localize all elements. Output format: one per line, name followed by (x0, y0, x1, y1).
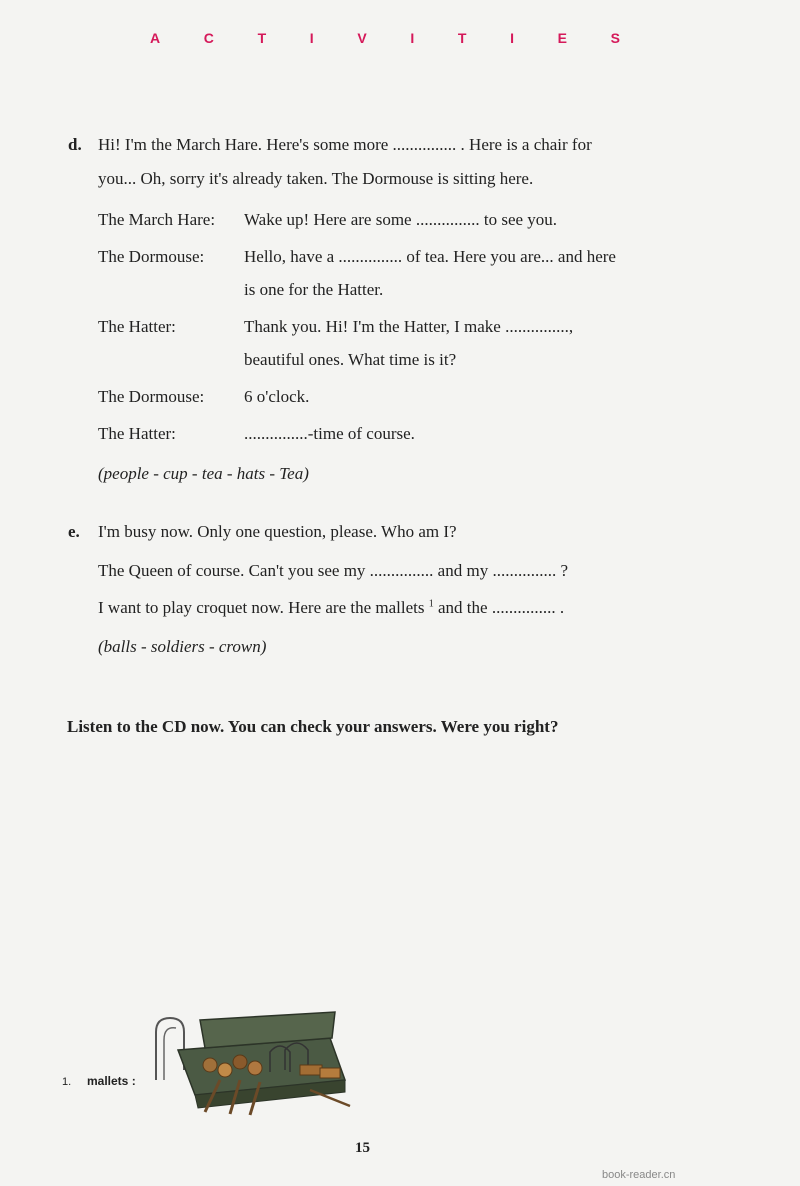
speaker-label: The March Hare: (98, 210, 216, 229)
ball-shape (203, 1058, 217, 1072)
ball-shape (248, 1061, 262, 1075)
section-e-marker: e. (68, 522, 80, 541)
word-bank-d: (people - cup - tea - hats - Tea) (98, 464, 309, 483)
header-letter: I (309, 30, 314, 46)
header-letter: C (203, 30, 214, 46)
dialogue-line: Thank you. Hi! I'm the Hatter, I make ..............., (244, 317, 574, 336)
section-e-line: I'm busy now. Only one question, please. Who am I? (98, 522, 457, 541)
speaker-label: The Hatter: (98, 317, 176, 336)
header-letter: T (257, 30, 267, 46)
speaker-label: The Hatter: (98, 424, 176, 443)
dialogue-line: Hello, have a ............... of tea. Here you are... and here (244, 247, 616, 266)
header-letter: S (610, 30, 620, 46)
header-letter: T (457, 30, 467, 46)
dialogue-line: is one for the Hatter. (244, 280, 384, 299)
listen-instruction: Listen to the CD now. You can check your answers. Were you right? (67, 717, 559, 736)
page-number: 15 (355, 1140, 370, 1156)
section-d-intro-line: you... Oh, sorry it's already taken. The Dormouse is sitting here. (98, 169, 534, 188)
dialogue-line: beautiful ones. What time is it? (244, 350, 457, 369)
speaker-label: The Dormouse: (98, 247, 205, 266)
dialogue-line: Wake up! Here are some ............... to see you. (244, 210, 558, 229)
watermark-text: book-reader.cn (602, 1169, 676, 1181)
speaker-label: The Dormouse: (98, 387, 205, 406)
hoop-shape (164, 1028, 176, 1080)
header-letter: I (510, 30, 514, 46)
header-letter: V (357, 30, 367, 46)
ball-shape (233, 1055, 247, 1069)
section-e-line (98, 597, 564, 619)
line-text: I want to play croquet now. Here are the mallets (98, 598, 425, 617)
footnote-number: 1. (62, 1076, 72, 1088)
header-letter: E (557, 30, 567, 46)
footnote-ref: 1 (428, 598, 434, 610)
header-letter: A (150, 30, 161, 46)
ball-shape (218, 1063, 232, 1077)
dialogue-line: 6 o'clock. (244, 387, 310, 406)
section-d-intro-line: Hi! I'm the March Hare. Here's some more ............... . Here is a chair for (98, 135, 592, 154)
mallet-head-shape (320, 1068, 340, 1078)
section-d-marker: d. (68, 135, 82, 154)
footnote-label: mallets : (87, 1074, 136, 1088)
croquet-set-illustration (150, 1010, 355, 1120)
header-letter: I (410, 30, 415, 46)
hoop-shape (156, 1018, 184, 1080)
dialogue-line: ...............-time of course. (244, 424, 415, 443)
word-bank-e: (balls - soldiers - crown) (98, 637, 267, 656)
mallet-head-shape (300, 1065, 322, 1075)
activities-header (150, 30, 620, 46)
section-e-line: The Queen of course. Can't you see my ............... and my ............... ? (98, 561, 568, 580)
line-text: and the ............... . (438, 598, 565, 617)
